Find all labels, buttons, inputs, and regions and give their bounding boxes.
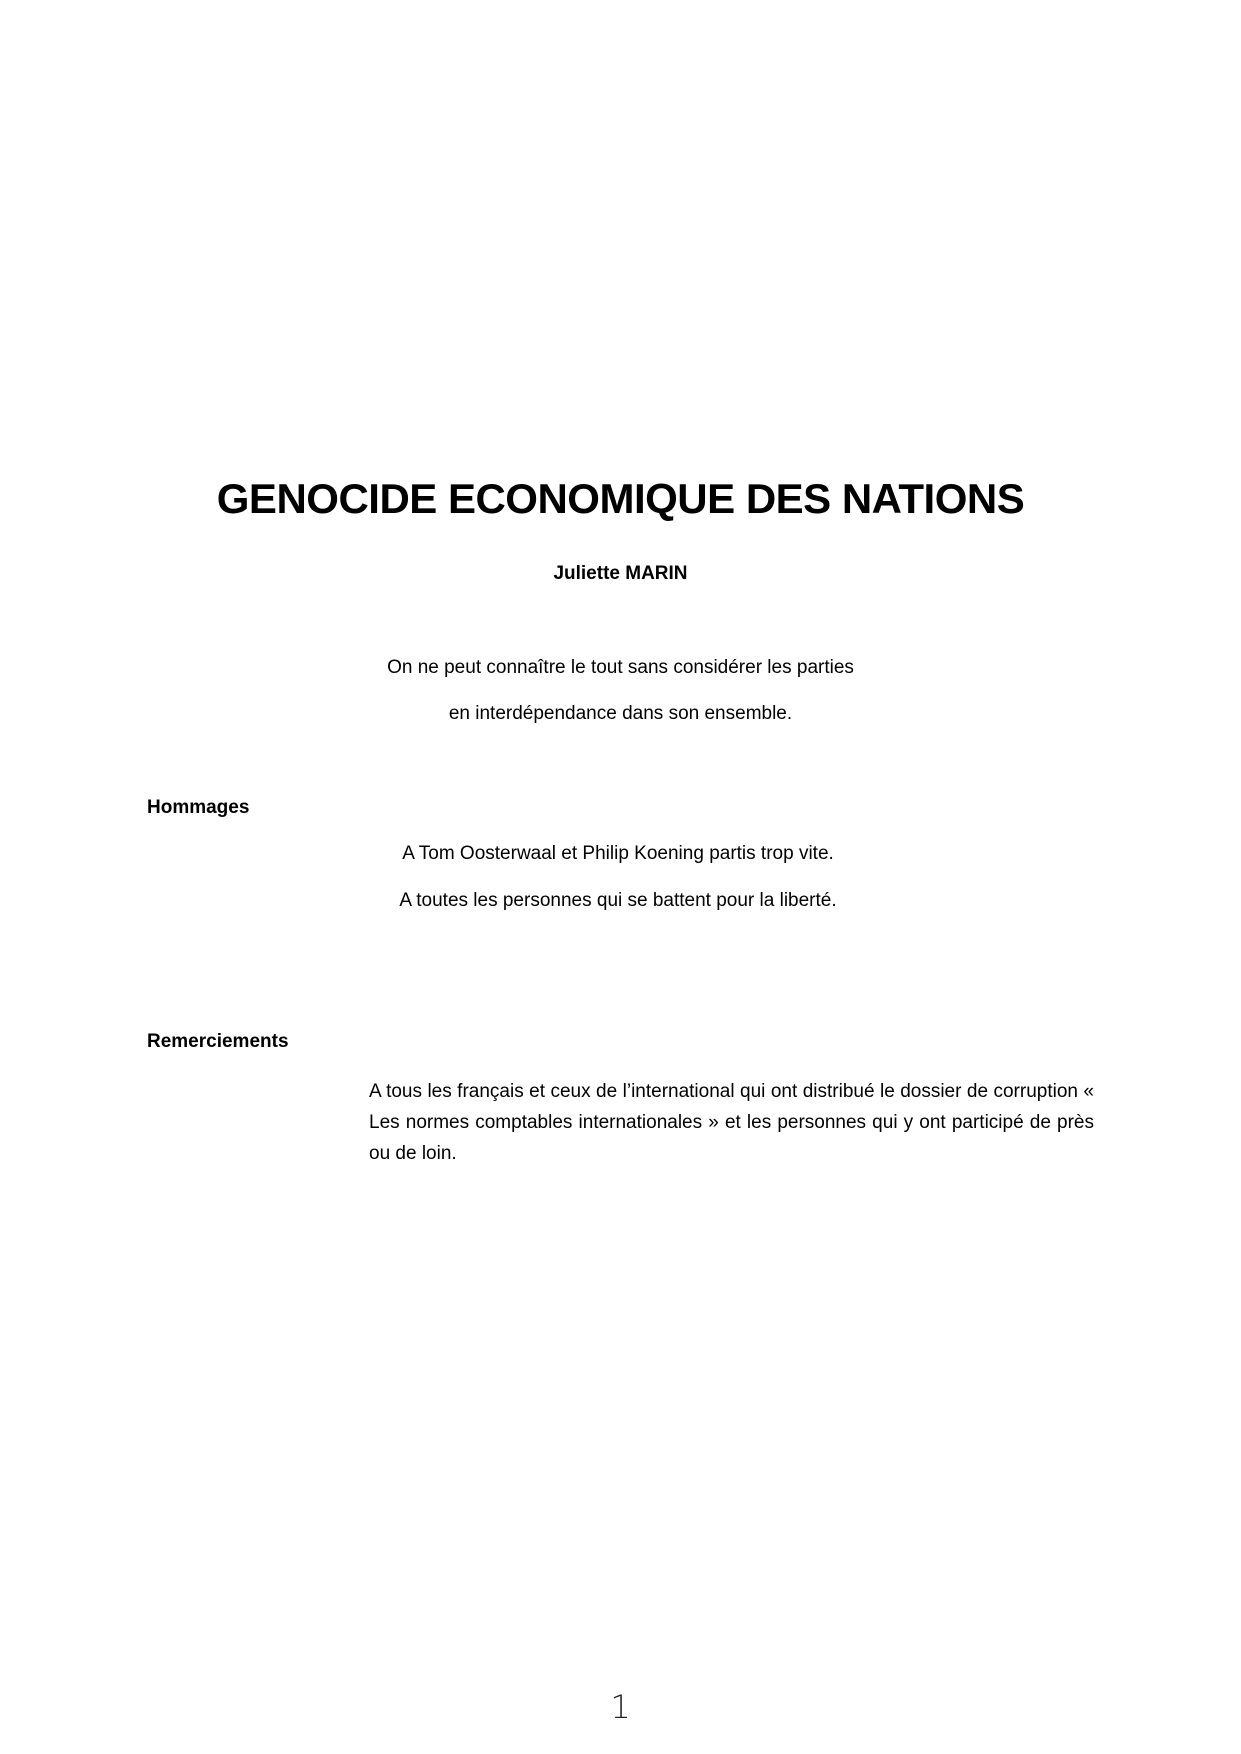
epigraph-line: en interdépendance dans son ensemble. xyxy=(448,703,793,724)
hommages-heading: Hommages xyxy=(147,797,250,818)
author-name: Juliette MARIN xyxy=(553,563,688,584)
hommage-line: A Tom Oosterwaal et Philip Koening partis trop vite. xyxy=(402,843,834,864)
epigraph-line: On ne peut connaître le tout sans considérer les parties xyxy=(387,657,854,678)
hommage-line: A toutes les personnes qui se battent pour la liberté. xyxy=(399,890,837,911)
remerciements-paragraph: A tous les français et ceux de l’international qui ont distribué le dossier de corruption « Les normes comptables internationales » et les personnes qui y ont participé de près ou de loin. xyxy=(369,1081,1094,1164)
remerciements-heading: Remerciements xyxy=(147,1031,289,1052)
page-number: 1 xyxy=(610,1688,631,1726)
document-title: GENOCIDE ECONOMIQUE DES NATIONS xyxy=(216,475,1025,522)
